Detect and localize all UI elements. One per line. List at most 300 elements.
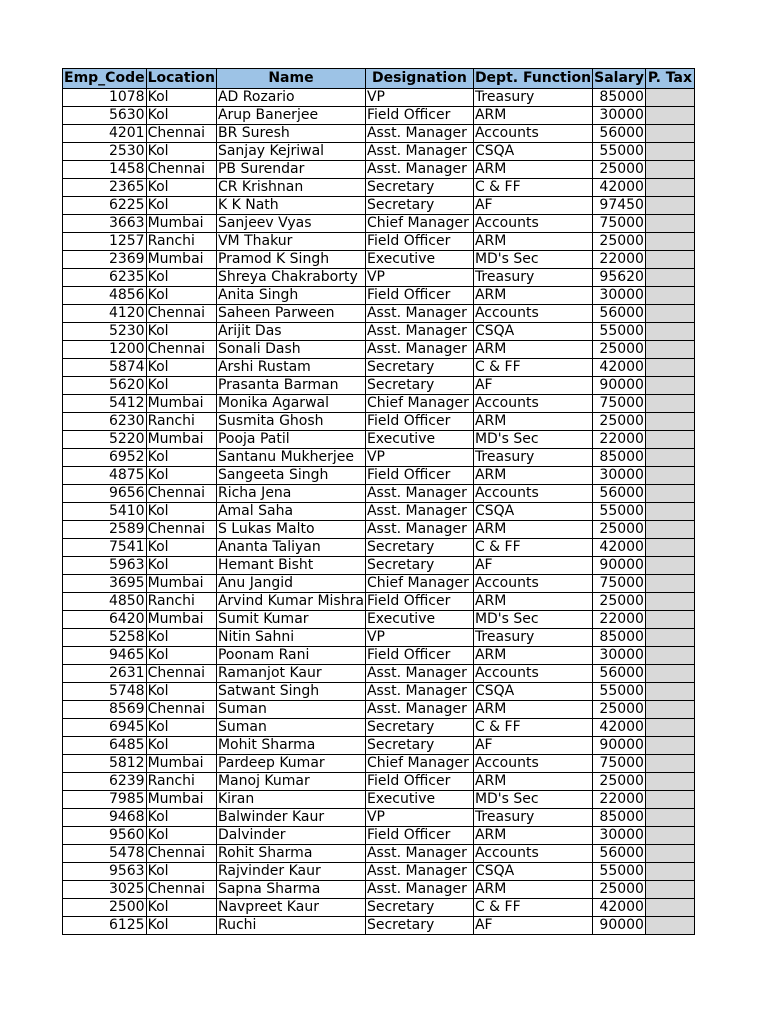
cell-salary[interactable]: 90000	[593, 557, 646, 575]
cell-emp-code[interactable]: 2365	[63, 179, 147, 197]
cell-dept-function[interactable]: ARM	[473, 593, 592, 611]
cell-name[interactable]: Manoj Kumar	[216, 773, 365, 791]
cell-salary[interactable]: 25000	[593, 701, 646, 719]
cell-emp-code[interactable]: 9560	[63, 827, 147, 845]
cell-dept-function[interactable]: AF	[473, 557, 592, 575]
cell-designation[interactable]: Field Officer	[365, 413, 473, 431]
cell-emp-code[interactable]: 5874	[63, 359, 147, 377]
cell-location[interactable]: Kol	[146, 539, 216, 557]
cell-emp-code[interactable]: 7985	[63, 791, 147, 809]
cell-name[interactable]: Nitin Sahni	[216, 629, 365, 647]
cell-location[interactable]: Kol	[146, 359, 216, 377]
cell-dept-function[interactable]: ARM	[473, 647, 592, 665]
cell-emp-code[interactable]: 3663	[63, 215, 147, 233]
cell-p-tax[interactable]	[645, 593, 694, 611]
cell-name[interactable]: Ruchi	[216, 917, 365, 935]
cell-p-tax[interactable]	[645, 485, 694, 503]
cell-name[interactable]: Sapna Sharma	[216, 881, 365, 899]
cell-location[interactable]: Chennai	[146, 125, 216, 143]
cell-name[interactable]: Pramod K Singh	[216, 251, 365, 269]
cell-location[interactable]: Mumbai	[146, 791, 216, 809]
cell-p-tax[interactable]	[645, 665, 694, 683]
cell-location[interactable]: Chennai	[146, 161, 216, 179]
cell-location[interactable]: Kol	[146, 467, 216, 485]
cell-location[interactable]: Chennai	[146, 305, 216, 323]
cell-p-tax[interactable]	[645, 719, 694, 737]
cell-dept-function[interactable]: MD's Sec	[473, 251, 592, 269]
cell-emp-code[interactable]: 4856	[63, 287, 147, 305]
cell-emp-code[interactable]: 5748	[63, 683, 147, 701]
cell-emp-code[interactable]: 5630	[63, 107, 147, 125]
cell-name[interactable]: AD Rozario	[216, 89, 365, 107]
cell-salary[interactable]: 30000	[593, 107, 646, 125]
cell-location[interactable]: Chennai	[146, 485, 216, 503]
cell-designation[interactable]: Asst. Manager	[365, 683, 473, 701]
cell-salary[interactable]: 95620	[593, 269, 646, 287]
cell-p-tax[interactable]	[645, 89, 694, 107]
header-location[interactable]: Location	[146, 69, 216, 89]
cell-salary[interactable]: 22000	[593, 611, 646, 629]
cell-p-tax[interactable]	[645, 323, 694, 341]
cell-emp-code[interactable]: 1078	[63, 89, 147, 107]
cell-name[interactable]: Sangeeta Singh	[216, 467, 365, 485]
cell-name[interactable]: Suman	[216, 719, 365, 737]
cell-salary[interactable]: 22000	[593, 791, 646, 809]
cell-location[interactable]: Mumbai	[146, 431, 216, 449]
cell-salary[interactable]: 30000	[593, 647, 646, 665]
cell-dept-function[interactable]: ARM	[473, 341, 592, 359]
cell-name[interactable]: Poonam Rani	[216, 647, 365, 665]
cell-salary[interactable]: 22000	[593, 431, 646, 449]
cell-name[interactable]: Rajvinder Kaur	[216, 863, 365, 881]
cell-location[interactable]: Chennai	[146, 665, 216, 683]
cell-salary[interactable]: 25000	[593, 341, 646, 359]
cell-location[interactable]: Kol	[146, 449, 216, 467]
cell-dept-function[interactable]: ARM	[473, 233, 592, 251]
header-emp-code[interactable]: Emp_Code	[63, 69, 147, 89]
cell-p-tax[interactable]	[645, 269, 694, 287]
cell-p-tax[interactable]	[645, 125, 694, 143]
cell-emp-code[interactable]: 7541	[63, 539, 147, 557]
cell-emp-code[interactable]: 1200	[63, 341, 147, 359]
cell-p-tax[interactable]	[645, 881, 694, 899]
cell-designation[interactable]: Field Officer	[365, 647, 473, 665]
cell-dept-function[interactable]: AF	[473, 197, 592, 215]
cell-emp-code[interactable]: 4201	[63, 125, 147, 143]
cell-designation[interactable]: Field Officer	[365, 593, 473, 611]
cell-p-tax[interactable]	[645, 179, 694, 197]
cell-emp-code[interactable]: 5812	[63, 755, 147, 773]
cell-p-tax[interactable]	[645, 611, 694, 629]
cell-salary[interactable]: 42000	[593, 539, 646, 557]
cell-dept-function[interactable]: CSQA	[473, 863, 592, 881]
cell-salary[interactable]: 75000	[593, 575, 646, 593]
cell-salary[interactable]: 25000	[593, 413, 646, 431]
cell-location[interactable]: Mumbai	[146, 611, 216, 629]
cell-dept-function[interactable]: C & FF	[473, 359, 592, 377]
cell-salary[interactable]: 30000	[593, 467, 646, 485]
cell-name[interactable]: Balwinder Kaur	[216, 809, 365, 827]
cell-dept-function[interactable]: Treasury	[473, 809, 592, 827]
cell-emp-code[interactable]: 6485	[63, 737, 147, 755]
cell-salary[interactable]: 56000	[593, 305, 646, 323]
cell-dept-function[interactable]: Treasury	[473, 449, 592, 467]
cell-emp-code[interactable]: 9656	[63, 485, 147, 503]
cell-name[interactable]: Arshi Rustam	[216, 359, 365, 377]
cell-designation[interactable]: Secretary	[365, 557, 473, 575]
cell-salary[interactable]: 42000	[593, 719, 646, 737]
cell-location[interactable]: Kol	[146, 287, 216, 305]
cell-salary[interactable]: 25000	[593, 773, 646, 791]
cell-salary[interactable]: 55000	[593, 683, 646, 701]
cell-location[interactable]: Kol	[146, 197, 216, 215]
cell-name[interactable]: Saheen Parween	[216, 305, 365, 323]
cell-p-tax[interactable]	[645, 503, 694, 521]
cell-designation[interactable]: Asst. Manager	[365, 323, 473, 341]
cell-designation[interactable]: Field Officer	[365, 827, 473, 845]
cell-name[interactable]: Shreya Chakraborty	[216, 269, 365, 287]
cell-location[interactable]: Kol	[146, 917, 216, 935]
cell-name[interactable]: Pooja Patil	[216, 431, 365, 449]
cell-emp-code[interactable]: 4850	[63, 593, 147, 611]
cell-p-tax[interactable]	[645, 809, 694, 827]
cell-name[interactable]: Sumit Kumar	[216, 611, 365, 629]
cell-emp-code[interactable]: 3695	[63, 575, 147, 593]
cell-dept-function[interactable]: C & FF	[473, 179, 592, 197]
cell-emp-code[interactable]: 5220	[63, 431, 147, 449]
cell-emp-code[interactable]: 6125	[63, 917, 147, 935]
cell-designation[interactable]: Executive	[365, 791, 473, 809]
cell-p-tax[interactable]	[645, 359, 694, 377]
cell-emp-code[interactable]: 4875	[63, 467, 147, 485]
cell-p-tax[interactable]	[645, 161, 694, 179]
cell-emp-code[interactable]: 2369	[63, 251, 147, 269]
cell-designation[interactable]: Chief Manager	[365, 215, 473, 233]
cell-salary[interactable]: 85000	[593, 449, 646, 467]
cell-location[interactable]: Ranchi	[146, 773, 216, 791]
cell-designation[interactable]: Secretary	[365, 377, 473, 395]
cell-dept-function[interactable]: Accounts	[473, 125, 592, 143]
cell-location[interactable]: Ranchi	[146, 413, 216, 431]
cell-name[interactable]: Ramanjot Kaur	[216, 665, 365, 683]
cell-designation[interactable]: Chief Manager	[365, 575, 473, 593]
cell-location[interactable]: Kol	[146, 863, 216, 881]
cell-salary[interactable]: 22000	[593, 251, 646, 269]
cell-p-tax[interactable]	[645, 791, 694, 809]
cell-dept-function[interactable]: ARM	[473, 701, 592, 719]
cell-emp-code[interactable]: 9563	[63, 863, 147, 881]
cell-location[interactable]: Kol	[146, 683, 216, 701]
cell-emp-code[interactable]: 6952	[63, 449, 147, 467]
cell-salary[interactable]: 56000	[593, 485, 646, 503]
cell-salary[interactable]: 56000	[593, 125, 646, 143]
cell-name[interactable]: Kiran	[216, 791, 365, 809]
cell-location[interactable]: Chennai	[146, 881, 216, 899]
cell-p-tax[interactable]	[645, 629, 694, 647]
cell-location[interactable]: Chennai	[146, 845, 216, 863]
cell-location[interactable]: Kol	[146, 269, 216, 287]
cell-p-tax[interactable]	[645, 305, 694, 323]
cell-designation[interactable]: Secretary	[365, 179, 473, 197]
cell-designation[interactable]: Field Officer	[365, 287, 473, 305]
header-name[interactable]: Name	[216, 69, 365, 89]
cell-p-tax[interactable]	[645, 449, 694, 467]
cell-salary[interactable]: 75000	[593, 215, 646, 233]
cell-salary[interactable]: 55000	[593, 323, 646, 341]
cell-salary[interactable]: 25000	[593, 161, 646, 179]
cell-salary[interactable]: 25000	[593, 233, 646, 251]
cell-salary[interactable]: 42000	[593, 899, 646, 917]
cell-salary[interactable]: 85000	[593, 89, 646, 107]
cell-emp-code[interactable]: 2530	[63, 143, 147, 161]
cell-p-tax[interactable]	[645, 917, 694, 935]
cell-name[interactable]: Richa Jena	[216, 485, 365, 503]
header-dept-function[interactable]: Dept. Function	[473, 69, 592, 89]
cell-salary[interactable]: 90000	[593, 377, 646, 395]
cell-location[interactable]: Kol	[146, 899, 216, 917]
cell-designation[interactable]: Secretary	[365, 197, 473, 215]
cell-salary[interactable]: 25000	[593, 593, 646, 611]
cell-salary[interactable]: 42000	[593, 179, 646, 197]
cell-designation[interactable]: Field Officer	[365, 107, 473, 125]
cell-designation[interactable]: Asst. Manager	[365, 665, 473, 683]
cell-emp-code[interactable]: 6239	[63, 773, 147, 791]
cell-location[interactable]: Kol	[146, 809, 216, 827]
cell-salary[interactable]: 42000	[593, 359, 646, 377]
cell-designation[interactable]: Secretary	[365, 737, 473, 755]
cell-name[interactable]: K K Nath	[216, 197, 365, 215]
cell-location[interactable]: Kol	[146, 89, 216, 107]
cell-designation[interactable]: Field Officer	[365, 233, 473, 251]
cell-emp-code[interactable]: 2500	[63, 899, 147, 917]
cell-name[interactable]: S Lukas Malto	[216, 521, 365, 539]
cell-emp-code[interactable]: 1458	[63, 161, 147, 179]
cell-salary[interactable]: 56000	[593, 845, 646, 863]
cell-location[interactable]: Kol	[146, 179, 216, 197]
cell-emp-code[interactable]: 6420	[63, 611, 147, 629]
cell-dept-function[interactable]: Accounts	[473, 305, 592, 323]
cell-dept-function[interactable]: ARM	[473, 413, 592, 431]
cell-dept-function[interactable]: CSQA	[473, 683, 592, 701]
cell-location[interactable]: Kol	[146, 827, 216, 845]
cell-dept-function[interactable]: AF	[473, 377, 592, 395]
cell-dept-function[interactable]: ARM	[473, 107, 592, 125]
cell-salary[interactable]: 30000	[593, 827, 646, 845]
cell-p-tax[interactable]	[645, 521, 694, 539]
cell-p-tax[interactable]	[645, 755, 694, 773]
cell-name[interactable]: Santanu Mukherjee	[216, 449, 365, 467]
cell-designation[interactable]: Asst. Manager	[365, 701, 473, 719]
cell-dept-function[interactable]: ARM	[473, 773, 592, 791]
cell-emp-code[interactable]: 5963	[63, 557, 147, 575]
cell-name[interactable]: Arvind Kumar Mishra	[217, 593, 364, 609]
cell-location[interactable]: Kol	[146, 737, 216, 755]
cell-salary[interactable]: 30000	[593, 287, 646, 305]
cell-dept-function[interactable]: AF	[473, 917, 592, 935]
cell-name[interactable]: Sanjay Kejriwal	[216, 143, 365, 161]
cell-p-tax[interactable]	[645, 575, 694, 593]
header-designation[interactable]: Designation	[365, 69, 473, 89]
cell-salary[interactable]: 97450	[593, 197, 646, 215]
cell-p-tax[interactable]	[645, 647, 694, 665]
cell-salary[interactable]: 25000	[593, 521, 646, 539]
cell-salary[interactable]: 75000	[593, 395, 646, 413]
cell-dept-function[interactable]: Treasury	[473, 629, 592, 647]
cell-emp-code[interactable]: 6230	[63, 413, 147, 431]
cell-name[interactable]: Suman	[216, 701, 365, 719]
cell-designation[interactable]: Asst. Manager	[365, 845, 473, 863]
cell-p-tax[interactable]	[645, 845, 694, 863]
cell-p-tax[interactable]	[645, 143, 694, 161]
cell-p-tax[interactable]	[645, 197, 694, 215]
cell-designation[interactable]: Secretary	[365, 539, 473, 557]
cell-p-tax[interactable]	[645, 395, 694, 413]
cell-emp-code[interactable]: 9465	[63, 647, 147, 665]
cell-p-tax[interactable]	[645, 287, 694, 305]
cell-emp-code[interactable]: 2589	[63, 521, 147, 539]
cell-name[interactable]: Hemant Bisht	[216, 557, 365, 575]
cell-designation[interactable]: Chief Manager	[365, 395, 473, 413]
cell-designation[interactable]: Secretary	[365, 899, 473, 917]
cell-p-tax[interactable]	[645, 431, 694, 449]
cell-dept-function[interactable]: MD's Sec	[473, 791, 592, 809]
cell-emp-code[interactable]: 8569	[63, 701, 147, 719]
cell-designation[interactable]: Asst. Manager	[365, 143, 473, 161]
cell-emp-code[interactable]: 5478	[63, 845, 147, 863]
cell-designation[interactable]: Asst. Manager	[365, 503, 473, 521]
cell-salary[interactable]: 55000	[593, 503, 646, 521]
cell-emp-code[interactable]: 6225	[63, 197, 147, 215]
cell-salary[interactable]: 25000	[593, 881, 646, 899]
cell-name[interactable]: Ananta Taliyan	[216, 539, 365, 557]
cell-name[interactable]: Susmita Ghosh	[216, 413, 365, 431]
cell-name[interactable]: Satwant Singh	[216, 683, 365, 701]
cell-p-tax[interactable]	[645, 557, 694, 575]
cell-location[interactable]: Kol	[146, 629, 216, 647]
cell-location[interactable]: Kol	[146, 377, 216, 395]
cell-location[interactable]: Kol	[146, 719, 216, 737]
cell-p-tax[interactable]	[645, 683, 694, 701]
cell-dept-function[interactable]: Accounts	[473, 395, 592, 413]
cell-emp-code[interactable]: 1257	[63, 233, 147, 251]
cell-p-tax[interactable]	[645, 233, 694, 251]
cell-p-tax[interactable]	[645, 737, 694, 755]
cell-emp-code[interactable]: 5230	[63, 323, 147, 341]
cell-p-tax[interactable]	[645, 251, 694, 269]
cell-name[interactable]: Amal Saha	[216, 503, 365, 521]
cell-designation[interactable]: Asst. Manager	[365, 485, 473, 503]
cell-dept-function[interactable]: CSQA	[473, 503, 592, 521]
cell-salary[interactable]: 90000	[593, 737, 646, 755]
cell-location[interactable]: Mumbai	[146, 215, 216, 233]
cell-name[interactable]: BR Suresh	[216, 125, 365, 143]
cell-location[interactable]: Mumbai	[146, 251, 216, 269]
cell-name[interactable]: Anita Singh	[216, 287, 365, 305]
cell-p-tax[interactable]	[645, 467, 694, 485]
cell-name[interactable]: Sonali Dash	[216, 341, 365, 359]
cell-p-tax[interactable]	[645, 539, 694, 557]
cell-designation[interactable]: VP	[365, 89, 473, 107]
cell-p-tax[interactable]	[645, 107, 694, 125]
cell-name[interactable]: Mohit Sharma	[216, 737, 365, 755]
cell-salary[interactable]: 85000	[593, 629, 646, 647]
cell-designation[interactable]: VP	[365, 449, 473, 467]
cell-dept-function[interactable]: Accounts	[473, 845, 592, 863]
cell-emp-code[interactable]: 6945	[63, 719, 147, 737]
cell-location[interactable]: Kol	[146, 323, 216, 341]
cell-designation[interactable]: Secretary	[365, 917, 473, 935]
cell-designation[interactable]: Asst. Manager	[365, 161, 473, 179]
cell-name[interactable]: Rohit Sharma	[216, 845, 365, 863]
cell-name[interactable]: VM Thakur	[216, 233, 365, 251]
cell-location[interactable]: Kol	[146, 647, 216, 665]
cell-name[interactable]: PB Surendar	[216, 161, 365, 179]
cell-p-tax[interactable]	[645, 377, 694, 395]
cell-designation[interactable]: Executive	[365, 431, 473, 449]
cell-location[interactable]: Kol	[146, 143, 216, 161]
cell-dept-function[interactable]: ARM	[473, 467, 592, 485]
cell-name[interactable]: Pardeep Kumar	[216, 755, 365, 773]
cell-dept-function[interactable]: Accounts	[473, 575, 592, 593]
cell-designation[interactable]: Field Officer	[365, 467, 473, 485]
cell-emp-code[interactable]: 5620	[63, 377, 147, 395]
cell-dept-function[interactable]: Accounts	[473, 215, 592, 233]
cell-name[interactable]: Anu Jangid	[216, 575, 365, 593]
cell-name[interactable]: Prasanta Barman	[216, 377, 365, 395]
cell-dept-function[interactable]: Treasury	[473, 269, 592, 287]
cell-salary[interactable]: 75000	[593, 755, 646, 773]
cell-location[interactable]: Chennai	[146, 701, 216, 719]
cell-dept-function[interactable]: MD's Sec	[473, 431, 592, 449]
cell-location[interactable]: Kol	[146, 503, 216, 521]
cell-dept-function[interactable]: ARM	[473, 161, 592, 179]
cell-location[interactable]: Kol	[146, 107, 216, 125]
cell-emp-code[interactable]: 9468	[63, 809, 147, 827]
cell-emp-code[interactable]: 3025	[63, 881, 147, 899]
cell-emp-code[interactable]: 4120	[63, 305, 147, 323]
cell-location[interactable]: Chennai	[146, 521, 216, 539]
cell-designation[interactable]: Executive	[365, 251, 473, 269]
cell-designation[interactable]: Field Officer	[365, 773, 473, 791]
cell-designation[interactable]: Asst. Manager	[365, 341, 473, 359]
cell-designation[interactable]: Asst. Manager	[365, 125, 473, 143]
cell-location[interactable]: Mumbai	[146, 395, 216, 413]
cell-emp-code[interactable]: 2631	[63, 665, 147, 683]
cell-dept-function[interactable]: ARM	[473, 827, 592, 845]
cell-designation[interactable]: VP	[365, 269, 473, 287]
cell-dept-function[interactable]: AF	[473, 737, 592, 755]
cell-location[interactable]: Kol	[146, 557, 216, 575]
cell-emp-code[interactable]: 5410	[63, 503, 147, 521]
cell-emp-code[interactable]: 5412	[63, 395, 147, 413]
cell-location[interactable]: Ranchi	[146, 233, 216, 251]
cell-p-tax[interactable]	[645, 341, 694, 359]
cell-designation[interactable]: Chief Manager	[365, 755, 473, 773]
header-salary[interactable]: Salary	[593, 69, 646, 89]
cell-designation[interactable]: Secretary	[365, 359, 473, 377]
cell-name[interactable]: Sanjeev Vyas	[216, 215, 365, 233]
cell-p-tax[interactable]	[645, 899, 694, 917]
cell-dept-function[interactable]: Accounts	[473, 755, 592, 773]
cell-dept-function[interactable]: ARM	[473, 881, 592, 899]
cell-p-tax[interactable]	[645, 827, 694, 845]
cell-salary[interactable]: 55000	[593, 143, 646, 161]
cell-location[interactable]: Chennai	[146, 341, 216, 359]
cell-name[interactable]: Dalvinder	[216, 827, 365, 845]
cell-dept-function[interactable]: CSQA	[473, 323, 592, 341]
header-p-tax[interactable]: P. Tax	[645, 69, 694, 89]
cell-name[interactable]: Arijit Das	[216, 323, 365, 341]
